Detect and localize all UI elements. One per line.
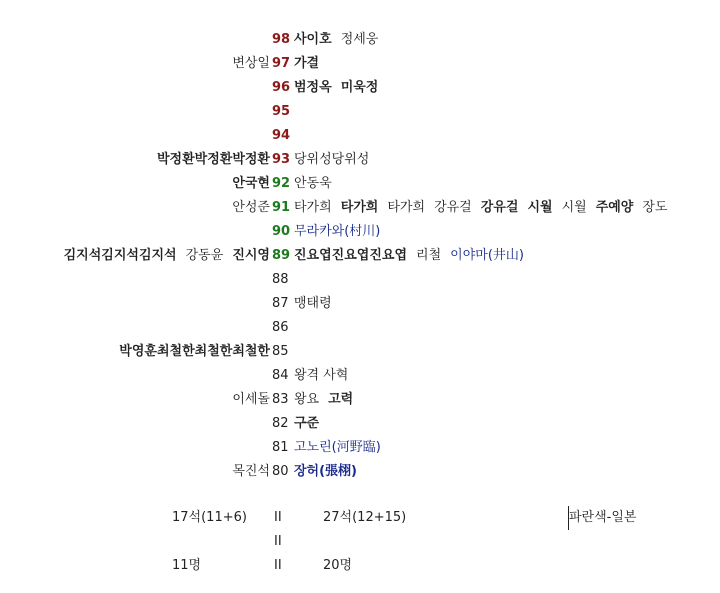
player-name: 타가희	[294, 200, 332, 215]
rating-row	[0, 220, 720, 244]
left-names	[232, 196, 270, 220]
rating-row	[0, 388, 720, 412]
player-name: 고력	[328, 392, 354, 407]
player-name: 목진석	[232, 464, 270, 479]
rating-row	[0, 196, 720, 220]
rating-number: 95	[272, 104, 291, 119]
rating-number: 93	[272, 152, 291, 167]
rating-number: 85	[272, 344, 289, 359]
rating-row	[0, 292, 720, 316]
player-name: 진요엽진요엽진요엽	[294, 248, 408, 263]
player-name: 맹태령	[294, 296, 332, 311]
rating-number: 86	[272, 320, 289, 335]
player-name: 왕격 사혁	[294, 368, 349, 383]
right-names	[294, 244, 524, 268]
left-names	[119, 340, 270, 364]
left-people-count: 11명	[172, 558, 202, 573]
right-names	[294, 52, 319, 76]
player-name: 안국현	[232, 176, 270, 191]
player-name: 왕요	[294, 392, 320, 407]
left-names	[157, 148, 270, 172]
rating-row	[0, 76, 720, 100]
right-names	[294, 292, 332, 316]
rating-number: 97	[272, 56, 291, 71]
player-name: 무라카와(村川)	[294, 224, 381, 239]
rating-number: 84	[272, 368, 289, 383]
right-names	[294, 412, 319, 436]
rating-number: 92	[272, 176, 291, 191]
right-names	[294, 196, 668, 220]
right-names	[294, 172, 332, 196]
player-name: 안성준	[232, 200, 270, 215]
rating-row	[0, 100, 720, 124]
player-name: 당위성당위성	[294, 152, 370, 167]
player-name: 미욱정	[340, 80, 379, 95]
player-name: 정세웅	[340, 32, 379, 47]
player-name: 장허(張栩)	[294, 464, 357, 479]
right-names	[294, 364, 348, 388]
rating-row	[0, 412, 720, 436]
rating-number: 91	[272, 200, 291, 215]
left-names	[64, 244, 270, 268]
player-name: 리철	[416, 248, 442, 263]
right-people-count: 20명	[323, 558, 353, 573]
rating-row	[0, 124, 720, 148]
left-names	[232, 388, 270, 412]
player-name: 시월	[527, 200, 553, 215]
player-name: 타가희	[340, 200, 379, 215]
player-name: 이야마(井山)	[450, 248, 524, 263]
rating-row	[0, 148, 720, 172]
player-name: 진시영	[232, 248, 270, 263]
player-name: 주예양	[595, 200, 634, 215]
rating-row	[0, 436, 720, 460]
player-name: 사이호	[294, 32, 332, 47]
player-name: 강동윤	[185, 248, 224, 263]
rating-row	[0, 28, 720, 52]
rating-number: 80	[272, 464, 289, 479]
right-seat-count: 27석(12+15)	[323, 510, 407, 525]
rating-number: 89	[272, 248, 291, 263]
rating-number: 87	[272, 296, 289, 311]
right-names	[294, 28, 378, 52]
left-names	[232, 172, 270, 196]
rating-row	[0, 172, 720, 196]
rating-row	[0, 316, 720, 340]
rating-row	[0, 340, 720, 364]
right-names	[294, 436, 381, 460]
right-names	[294, 220, 380, 244]
separator-mark: II	[274, 558, 282, 573]
left-names	[232, 52, 270, 76]
player-name: 가결	[294, 56, 320, 71]
right-names	[294, 460, 357, 484]
player-name: 박영훈최철한최철한최철한	[119, 344, 270, 359]
separator-mark: II	[274, 510, 282, 525]
rating-number: 94	[272, 128, 291, 143]
rating-number: 90	[272, 224, 291, 239]
legend-note: 파란색-일본	[568, 506, 636, 530]
rating-number: 81	[272, 440, 289, 455]
rating-row	[0, 52, 720, 76]
player-name: 박정환박정환박정환	[156, 152, 270, 167]
right-names	[294, 148, 369, 172]
rating-row	[0, 460, 720, 484]
player-name: 강유걸	[480, 200, 519, 215]
player-name: 변상일	[232, 56, 270, 71]
rating-row	[0, 268, 720, 292]
rating-number: 96	[272, 80, 291, 95]
rating-row	[0, 364, 720, 388]
rating-row	[0, 244, 720, 268]
rating-number: 82	[272, 416, 289, 431]
player-name: 고노린(河野臨)	[294, 440, 381, 455]
rating-number: 98	[272, 32, 291, 47]
rating-number: 88	[272, 272, 289, 287]
right-names	[294, 76, 378, 100]
player-name: 김지석김지석김지석	[63, 248, 177, 263]
player-name: 강유걸	[434, 200, 472, 215]
right-names	[294, 388, 353, 412]
player-name: 구준	[294, 416, 320, 431]
rating-number: 83	[272, 392, 289, 407]
left-seat-count: 17석(11+6)	[172, 510, 247, 525]
player-name: 범정옥	[294, 80, 332, 95]
left-names	[232, 460, 270, 484]
player-name: 장도	[642, 200, 668, 215]
player-name: 타가희	[387, 200, 426, 215]
player-name: 이세돌	[232, 392, 270, 407]
separator-mark: II	[274, 534, 282, 549]
player-name: 안동욱	[294, 176, 332, 191]
player-name: 시월	[561, 200, 587, 215]
